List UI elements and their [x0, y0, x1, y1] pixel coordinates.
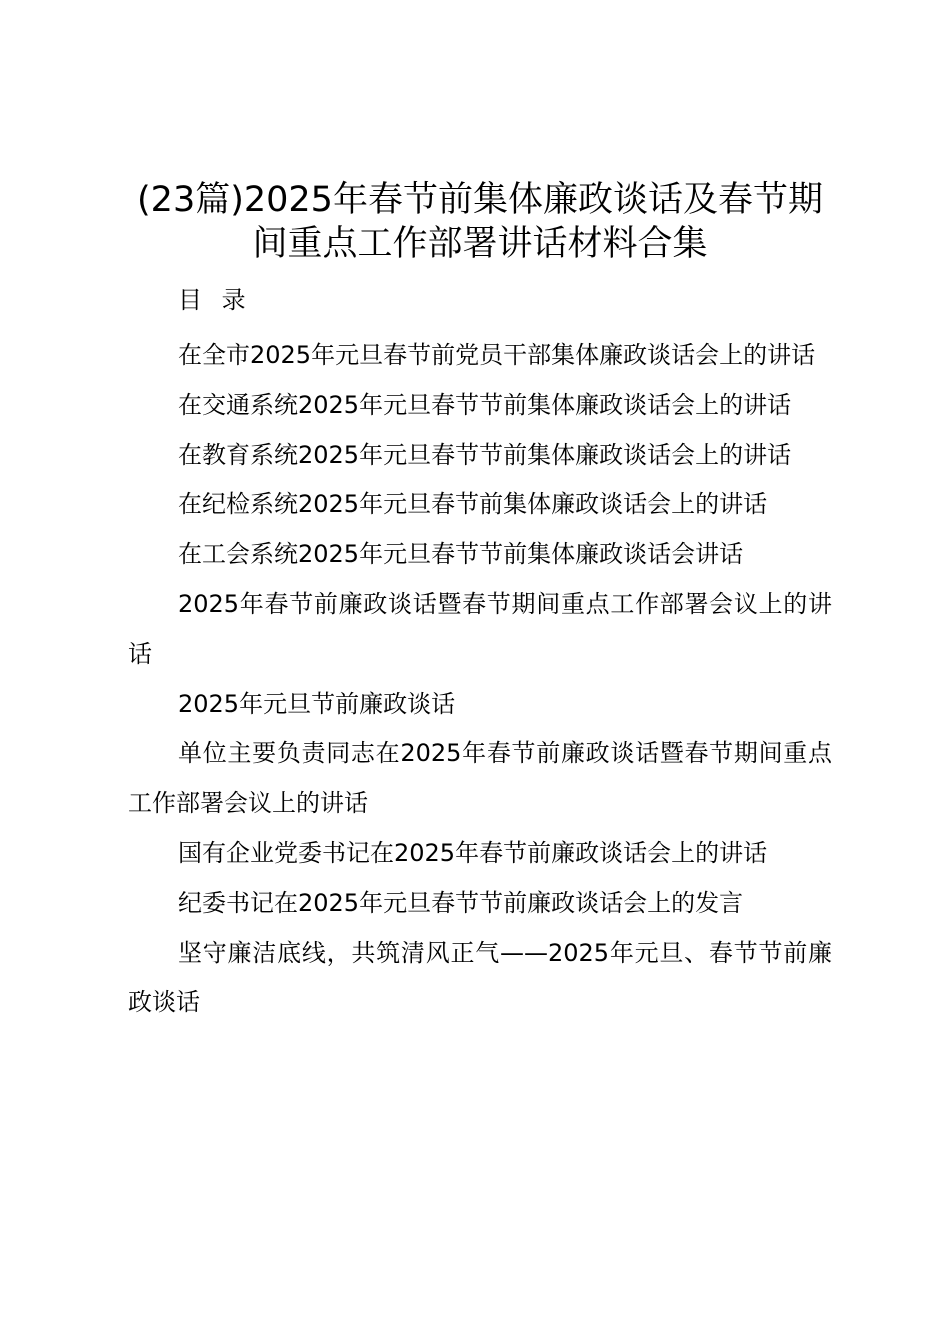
- toc-item: 2025年春节前廉政谈话暨春节期间重点工作部署会议上的讲话: [128, 589, 832, 668]
- toc-item: 在纪检系统2025年元旦春节前集体廉政谈话会上的讲话: [178, 490, 768, 519]
- toc-item: 2025年元旦节前廉政谈话: [178, 689, 456, 718]
- toc-item: 坚守廉洁底线，共筑清风正气——2025年元旦、春节节前廉政谈话: [128, 938, 832, 1017]
- document-title: (23篇)2025年春节前集体廉政谈话及春节期间重点工作部署讲话材料合集: [137, 180, 823, 264]
- toc-item: 国有企业党委书记在2025年春节前廉政谈话会上的讲话: [178, 838, 768, 867]
- toc-item: 单位主要负责同志在2025年春节前廉政谈话暨春节期间重点工作部署会议上的讲话: [128, 739, 832, 818]
- toc-item: 在教育系统2025年元旦春节节前集体廉政谈话会上的讲话: [178, 440, 792, 469]
- toc-item: 纪委书记在2025年元旦春节节前廉政谈话会上的发言: [178, 888, 744, 917]
- toc-item: 在交通系统2025年元旦春节节前集体廉政谈话会上的讲话: [178, 390, 792, 419]
- toc-item: 在全市2025年元旦春节前党员干部集体廉政谈话会上的讲话: [178, 341, 816, 369]
- table-of-contents: [128, 331, 832, 1028]
- toc-heading: 目 录: [178, 286, 252, 314]
- toc-item: 在工会系统2025年元旦春节节前集体廉政谈话会讲话: [178, 540, 744, 569]
